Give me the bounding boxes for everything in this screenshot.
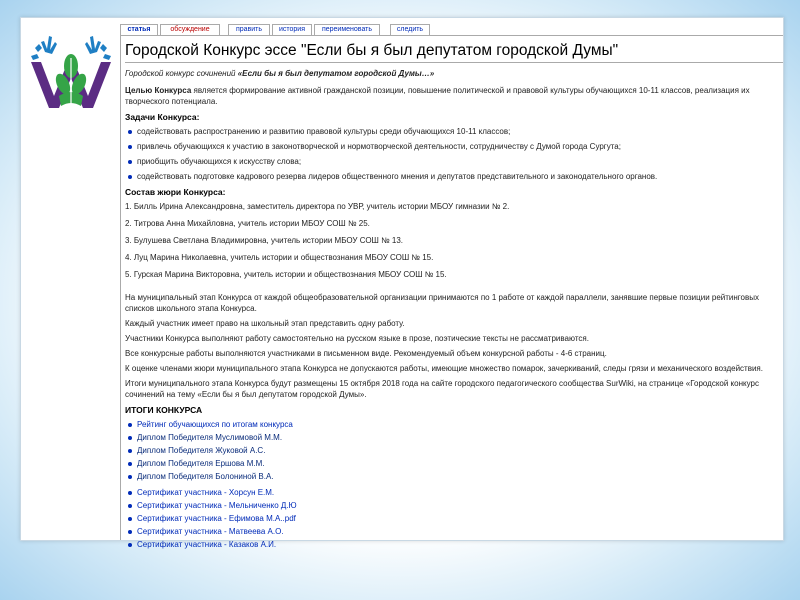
list-item (125, 526, 783, 538)
certificate-link[interactable]: Сертификат участника - Хорсун Е.М. (137, 488, 275, 497)
list-item (125, 487, 783, 499)
tab-discussion[interactable]: обсуждение (160, 24, 220, 35)
results-links (125, 419, 783, 483)
intro-paragraph (125, 68, 775, 79)
results-date-paragraph: Итоги муниципального этапа Конкурса будут размещены 15 октября 2018 года на сайте городского педагогического сообщества SurWiki, на странице «Городской конкурс сочинений на тему «Если бы я был депутатом городской Думы». (125, 379, 759, 399)
jury-member: 1. Билль Ирина Александровна, заместитель директора по УВР, учитель истории МБОУ гимназии № 2. (125, 202, 510, 211)
browser-window (20, 17, 784, 549)
tab-edit[interactable]: править (228, 24, 270, 35)
goal-text: является формирование активной гражданской позиции, повышение политической и правовой культуры обучающихся 10-11 классов, реализация их творческого потенциала. (125, 86, 750, 106)
list-item (125, 539, 783, 551)
rules-paragraph: Каждый участник имеет право на школьный этап представить одну работу. (125, 319, 405, 328)
task-item: содействовать подготовке кадрового резерва лидеров общественного мнения и депутатов представительного и законодательного органов. (125, 171, 783, 182)
jury-member: 4. Луц Марина Николаевна, учитель истории и обществознания МБОУ СОШ № 15. (125, 253, 434, 262)
goal-label: Целью Конкурса (125, 86, 192, 95)
diploma-link[interactable]: Диплом Победителя Болониной В.А. (137, 472, 274, 481)
task-item: приобщить обучающихся к искусству слова; (125, 156, 783, 167)
diploma-link[interactable]: Диплом Победителя Муслимовой М.М. (137, 433, 283, 442)
task-item: содействовать распространению и развитию правовой культуры среди обучающихся 10-11 классов; (125, 126, 783, 137)
rules-paragraph: На муниципальный этап Конкурса от каждой общеобразовательной организации принимаются по 1 работе от каждой параллели, занявшие первые позиции рейтинговых списков школьного этапа Конкурса. (125, 293, 759, 313)
list-item (125, 419, 783, 431)
certificate-link[interactable]: Сертификат участника - Мельниченко Д.Ю (137, 501, 297, 510)
tab-history[interactable]: история (272, 24, 312, 35)
surwiki-logo[interactable] (25, 22, 117, 114)
diploma-link[interactable]: Диплом Победителя Ершова М.М. (137, 459, 265, 468)
certificate-link[interactable]: Сертификат участника - Матвеева А.О. (137, 527, 284, 536)
intro-prefix: Городской конкурс сочинений (125, 69, 238, 78)
goal-paragraph (125, 85, 775, 107)
tab-rename[interactable]: переименовать (314, 24, 380, 35)
jury-member: 2. Титрова Анна Михайловна, учитель истории МБОУ СОШ № 25. (125, 219, 370, 228)
jury-list (125, 201, 783, 280)
jury-member: 5. Гурская Марина Викторовна, учитель истории и обществознания МБОУ СОШ № 15. (125, 270, 447, 279)
task-item: привлечь обучающихся к участию в законотворческой и нормотворческой деятельности, сотрудничеству с Думой города Сургута; (125, 141, 783, 152)
list-item (125, 513, 783, 525)
diploma-link[interactable]: Диплом Победителя Жуковой А.С. (137, 446, 266, 455)
certificate-links (125, 487, 783, 551)
rating-link[interactable]: Рейтинг обучающихся по итогам конкурса (137, 420, 293, 429)
tab-article[interactable]: статья (120, 24, 158, 36)
jury-member: 3. Булушева Светлана Владимировна, учитель истории МБОУ СОШ № 13. (125, 236, 404, 245)
list-item (125, 471, 783, 483)
jury-heading: Состав жюри Конкурса: (125, 187, 226, 197)
tasks-heading: Задачи Конкурса: (125, 112, 200, 122)
article-content (120, 35, 783, 549)
list-item (125, 432, 783, 444)
page-title: Городской Конкурс эссе "Если бы я был депутатом городской Думы" (125, 42, 783, 63)
list-item (125, 500, 783, 512)
rules-paragraph: К оценке членами жюри муниципального этапа Конкурса не допускаются работы, имеющие множество помарок, зачеркиваний, следы грязи и механического воздействия. (125, 364, 763, 373)
list-item (125, 458, 783, 470)
tasks-list (125, 126, 783, 182)
results-heading: ИТОГИ КОНКУРСА (125, 405, 203, 415)
intro-title: «Если бы я был депутатом городской Думы…» (237, 69, 435, 78)
rules-paragraph: Участники Конкурса выполняют работу самостоятельно на русском языке в прозе, поэтические тексты не рассматриваются. (125, 334, 589, 343)
list-item (125, 445, 783, 457)
tab-watch[interactable]: следить (390, 24, 430, 35)
certificate-link[interactable]: Сертификат участника - Ефимова М.А..pdf (137, 514, 296, 523)
rules-paragraph: Все конкурсные работы выполняются участниками в письменном виде. Рекомендуемый объем конкурсной работы - 4-6 страниц. (125, 349, 607, 358)
certificate-link[interactable]: Сертификат участника - Казаков А.И. (137, 540, 277, 549)
